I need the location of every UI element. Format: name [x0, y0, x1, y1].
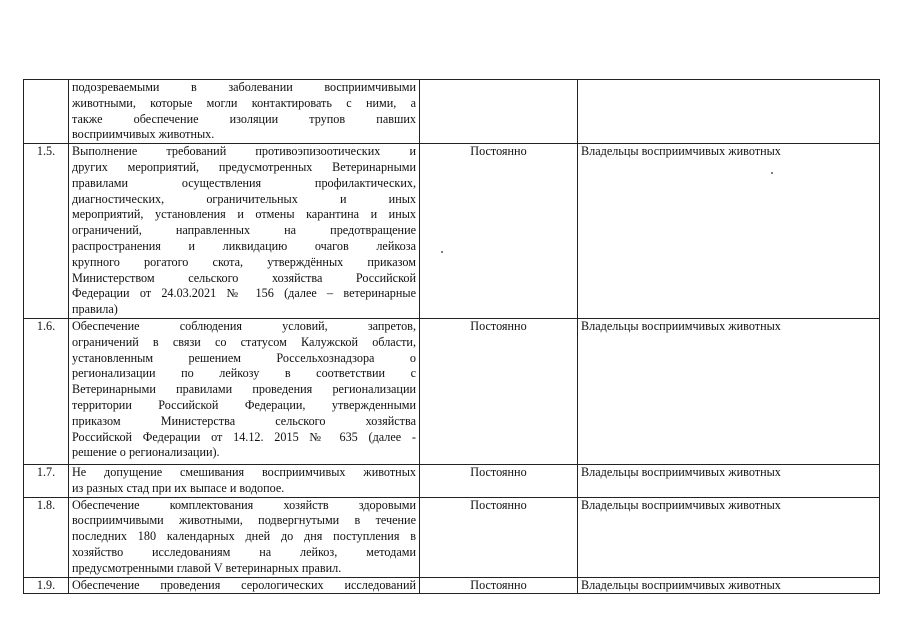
scan-speck: [441, 251, 443, 253]
description-line: Выполнение требований противоэпизоотических и: [72, 144, 416, 159]
description-line: также обеспечение изоляции трупов павших: [72, 111, 416, 126]
measure-term: Постоянно: [420, 144, 578, 319]
measure-description: [69, 80, 420, 144]
table-row-cut: [24, 577, 880, 594]
row-number: 1.5.: [24, 144, 69, 319]
description-line: хозяйство исследованиям на лейкоз, методами: [72, 544, 416, 559]
description-line: приказом Министерства сельского хозяйства: [72, 413, 416, 428]
description-line: решение о регионализации).: [72, 445, 220, 460]
measures-table: [23, 79, 880, 594]
description-line: восприимчивыми животными, подвергнутыми в течение: [72, 513, 416, 528]
measure-description: [69, 464, 420, 497]
description-line: животными, которые могли контактировать с ними, а: [72, 95, 416, 110]
description-line: Обеспечение проведения серологических исследований: [72, 577, 416, 592]
row-number: 1.6.: [24, 318, 69, 464]
measure-responsible: Владельцы восприимчивых животных: [578, 464, 880, 497]
description-line: предусмотренными главой V ветеринарных правил.: [72, 560, 342, 575]
scan-speck: [771, 172, 773, 174]
description-line: подозреваемыми в заболевании восприимчивыми: [72, 80, 416, 94]
description-line: ограничений в связи со статусом Калужской области,: [72, 334, 416, 349]
table-row: [24, 144, 880, 319]
measure-responsible: Владельцы восприимчивых животных: [578, 497, 880, 577]
measure-term: Постоянно: [420, 577, 578, 594]
measure-term: [420, 80, 578, 144]
measure-term: Постоянно: [420, 318, 578, 464]
description-line: Ветеринарными правилами проведения регионализации: [72, 382, 416, 397]
description-line: правила): [72, 302, 118, 317]
description-line: распространения и ликвидацию очагов лейкоза: [72, 238, 416, 253]
description-line: из разных стад при их выпасе и водопое.: [72, 480, 285, 495]
table-row: [24, 318, 880, 464]
description-line: Не допущение смешивания восприимчивых животных: [72, 464, 416, 479]
description-line: восприимчивых животных.: [72, 127, 215, 142]
description-line: Обеспечение соблюдения условий, запретов,: [72, 318, 416, 333]
description-line: Российской Федерации от 14.12. 2015 № 635 (далее -: [72, 429, 416, 444]
description-line: последних 180 календарных дней до дня поступления в: [72, 529, 416, 544]
description-line: установленным решением Россельхознадзора о: [72, 350, 416, 365]
description-line: Обеспечение комплектования хозяйств здоровыми: [72, 497, 416, 512]
table-row: [24, 497, 880, 577]
description-line: диагностических, ограничительных и иных: [72, 191, 416, 206]
row-number: [24, 80, 69, 144]
row-number: 1.7.: [24, 464, 69, 497]
table-row-continuation: [24, 80, 880, 144]
table-row: [24, 464, 880, 497]
row-number: 1.9.: [24, 577, 69, 594]
measure-description: [69, 497, 420, 577]
row-number: 1.8.: [24, 497, 69, 577]
description-line: правилами осуществления профилактических,: [72, 175, 416, 190]
description-line: Федерации от 24.03.2021 № 156 (далее – ветеринарные: [72, 286, 416, 301]
description-line: территории Российской Федерации, утвержденными: [72, 397, 416, 412]
measure-term: Постоянно: [420, 464, 578, 497]
description-line: мероприятий, установления и отмены карантина и иных: [72, 207, 416, 222]
measure-term: Постоянно: [420, 497, 578, 577]
measure-responsible: Владельцы восприимчивых животных: [578, 577, 880, 594]
description-line: ограничений, направленных на предотвращение: [72, 223, 416, 238]
measure-description: [69, 144, 420, 319]
measure-description: [69, 318, 420, 464]
description-line: крупного рогатого скота, утверждённых приказом: [72, 254, 416, 269]
description-line: других мероприятий, предусмотренных Ветеринарными: [72, 159, 416, 174]
description-line: регионализации по лейкозу в соответствии с: [72, 366, 416, 381]
measure-responsible: [578, 80, 880, 144]
measure-responsible: Владельцы восприимчивых животных: [578, 144, 880, 319]
description-line: Министерством сельского хозяйства Российской: [72, 270, 416, 285]
measure-description: [69, 577, 420, 594]
measure-responsible: Владельцы восприимчивых животных: [578, 318, 880, 464]
